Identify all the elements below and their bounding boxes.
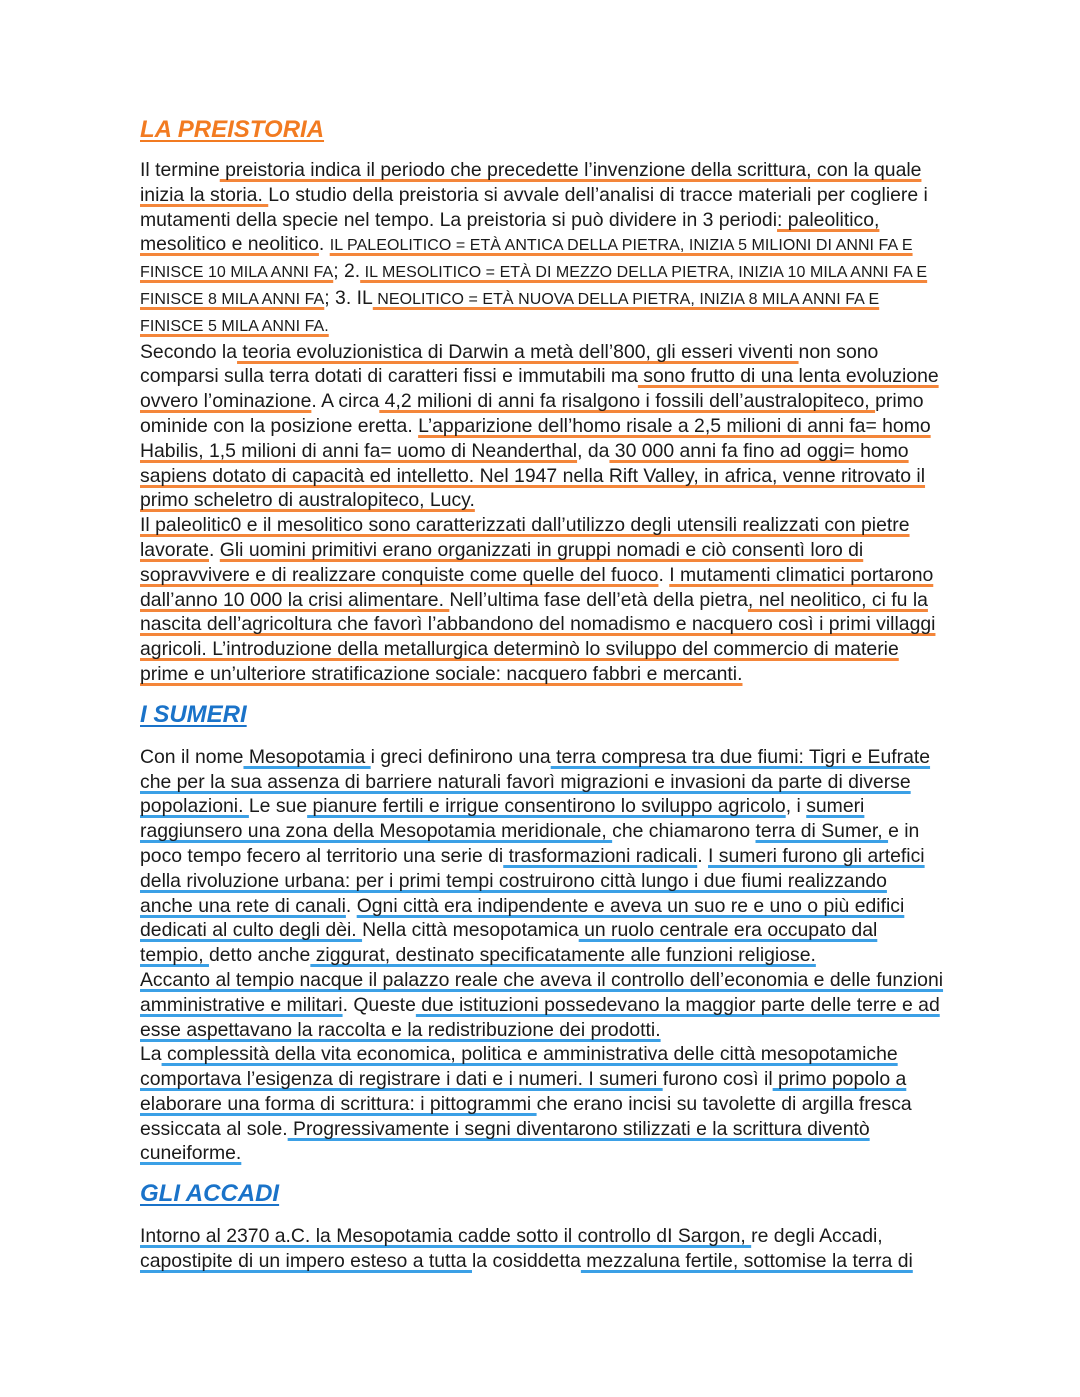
highlighted-text: capostipite di un impero esteso a tutta xyxy=(140,1250,472,1273)
section-title-preistoria: LA PREISTORIA xyxy=(140,116,325,143)
text-segment: la cosiddetta xyxy=(472,1250,581,1273)
highlighted-text: 30 000 anni fa fino ad oggi= homo sapiens dotato di capacità ed intelletto. Nel 1947 nella Rift Valley, in africa, venne ritrovato il primo scheletro di australopiteco, Lucy. xyxy=(140,439,926,512)
highlighted-text: sono frutto di una lenta evoluzione ovvero l’ominazione xyxy=(140,365,939,413)
paragraph xyxy=(140,340,945,514)
text-segment: non sono comparsi sulla terra dotati di caratteri fissi e immutabili ma xyxy=(140,340,879,388)
section-body-accadi xyxy=(140,1224,945,1274)
document-page xyxy=(140,112,945,1274)
highlighted-text: trasformazioni radicali xyxy=(503,844,698,867)
text-segment: Il termine xyxy=(140,159,220,181)
paragraph xyxy=(140,968,945,1042)
paragraph xyxy=(140,1042,945,1166)
highlighted-text: I sumeri furono gli artefici della rivoluzione urbana: per i primi tempi costruirono città lungo i due fiumi realizzando anche una rete di canali xyxy=(140,844,925,917)
highlighted-text: 4,2 milioni di anni fa risalgono i fossili dell’australopiteco, xyxy=(379,390,876,413)
highlighted-text: sumeri raggiunsero una zona della Mesopotamia meridionale, xyxy=(140,795,865,843)
text-segment: ; 3. IL xyxy=(324,286,373,309)
highlighted-text: un ruolo centrale era occupato dal tempio, xyxy=(140,919,878,967)
highlighted-text: Il paleolitic0 e il mesolitico sono caratterizzati dall’utilizzo degli utensili realizzati con pietre lavorate xyxy=(140,514,910,561)
text-segment: Le sue xyxy=(248,795,308,818)
highlighted-text: IL PALEOLITICO = ETÀ ANTICA DELLA PIETRA, INIZIA 5 MILIONI DI ANNI FA E FINISCE 10 MILA ANNI FA xyxy=(140,237,913,282)
text-segment: Secondo la xyxy=(140,340,238,363)
text-segment: furono così il xyxy=(662,1068,773,1091)
section-body-preistoria xyxy=(140,158,945,687)
highlighted-text: Intorno al 2370 a.C. la Mesopotamia cadde sotto il controllo dI Sargon, xyxy=(140,1225,752,1248)
highlighted-text: I mutamenti climatici portarono dall’anno 10 000 la crisi alimentare. xyxy=(140,563,934,611)
text-segment: , da xyxy=(577,439,610,462)
text-segment: i greci definirono una xyxy=(370,745,551,768)
text-segment: che erano incisi su tavolette di argilla fresca essiccata al sole. xyxy=(140,1092,912,1140)
text-segment: Lo studio della preistoria si avvale dell’analisi di tracce materiali per cogliere i mutamenti della specie nel tempo. La preistoria si può dividere in 3 periodi xyxy=(140,183,928,231)
section-title-accadi: GLI ACCADI xyxy=(140,1180,280,1208)
highlighted-text: Accanto al tempio nacque il palazzo reale che aveva il controllo dell’economia e delle funzioni amministrative e militari xyxy=(140,968,944,1016)
highlighted-text: due istituzioni possedevano la maggior parte delle terre e ad esse aspettavano la raccolta e la redistribuzione dei prodotti. xyxy=(140,993,940,1041)
text-segment: che chiamarono xyxy=(612,820,756,843)
highlighted-text: mezzaluna fertile, sottomise la terra di xyxy=(580,1250,913,1273)
section-body-sumeri xyxy=(140,745,945,1167)
highlighted-text: terra compresa tra due fiumi: Tigri e Eufrate che per la sua assenza di barriere naturali favorì migrazioni e invasioni da parte di diverse popolazioni. xyxy=(140,745,931,818)
paragraph xyxy=(140,1224,945,1274)
text-segment: Nella città mesopotamica xyxy=(362,919,579,942)
paragraph xyxy=(140,158,945,340)
text-segment: . xyxy=(658,563,670,586)
text-segment: detto anche xyxy=(208,944,311,967)
highlighted-text: primo popolo a elaborare una forma di scrittura: i pittogrammi xyxy=(140,1068,907,1115)
text-segment: . xyxy=(345,894,357,917)
paragraph xyxy=(140,745,945,968)
text-segment: e in poco tempo fecero al territorio una serie di xyxy=(140,820,920,867)
highlighted-text: , nel neolitico, ci fu la nascita dell’agricoltura che favorì l’abbandono del nomadismo e nacquero così i primi villaggi agricoli. L’introduzione della metallurgica determinò lo sviluppo del commercio di materie prime e un’ulteriore stratificazione sociale: nacquero fabbri e mercanti. xyxy=(140,588,936,685)
highlighted-text: teoria evoluzionistica di Darwin a metà dell’800, gli esseri viventi xyxy=(237,340,799,363)
text-segment: Con il nome xyxy=(140,745,244,768)
highlighted-text: pianure fertili e irrigue consentirono lo sviluppo agricolo xyxy=(307,795,786,818)
text-segment: ; 2. xyxy=(333,260,361,283)
highlighted-text: preistoria indica il periodo che precedette l’invenzione della scrittura, con la quale inizia la storia. xyxy=(140,159,922,206)
text-segment: . xyxy=(697,844,708,867)
text-segment: primo ominide con la posizione eretta. xyxy=(140,390,924,437)
text-segment: , i xyxy=(785,795,807,818)
highlighted-text: complessità della vita economica, politica e amministrativa delle città mesopotamiche comportava l’esigenza di registrare i dati e i numeri. I sumeri xyxy=(140,1043,898,1091)
highlighted-text: terra di Sumer, xyxy=(755,820,889,843)
highlighted-text: Mesopotamia xyxy=(243,745,371,768)
section-title-sumeri: I SUMERI xyxy=(140,700,247,728)
text-segment: . Queste xyxy=(342,993,416,1016)
highlighted-text: : paleolitico, mesolitico e neolitico xyxy=(140,208,880,256)
highlighted-text: ziggurat, destinato specificatamente alle funzioni religiose. xyxy=(310,944,816,967)
highlighted-text: NEOLITICO = ETÀ NUOVA DELLA PIETRA, INIZIA 8 MILA ANNI FA E FINISCE 5 MILA ANNI FA. xyxy=(140,290,880,335)
highlighted-text: Progressivamente i segni diventarono stilizzati e la scrittura diventò cuneiforme. xyxy=(140,1117,870,1165)
paragraph xyxy=(140,513,945,687)
highlighted-text: L’apparizione dell’homo risale a 2,5 milioni di anni fa= homo Habilis, 1,5 milioni di anni fa= uomo di Neanderthal xyxy=(140,414,931,462)
highlighted-text: Gli uomini primitivi erano organizzati in gruppi nomadi e ciò consentì loro di sopravvivere e di realizzare conquiste come quelle del fuoco xyxy=(140,538,864,586)
text-segment: . A circa xyxy=(311,390,380,413)
text-segment: Nell’ultima fase dell’età della pietra xyxy=(449,588,748,611)
text-segment: La xyxy=(140,1043,162,1066)
text-segment: re degli Accadi, xyxy=(751,1225,883,1248)
text-segment: . xyxy=(318,233,330,256)
highlighted-text: IL MESOLITICO = ETÀ DI MEZZO DELLA PIETRA, INIZIA 10 MILA ANNI FA E FINISCE 8 MILA ANNI FA xyxy=(140,264,928,308)
text-segment: . xyxy=(209,538,220,561)
highlighted-text: Ogni città era indipendente e aveva un suo re e uno o più edifici dedicati al culto degli dèi. xyxy=(140,894,905,942)
